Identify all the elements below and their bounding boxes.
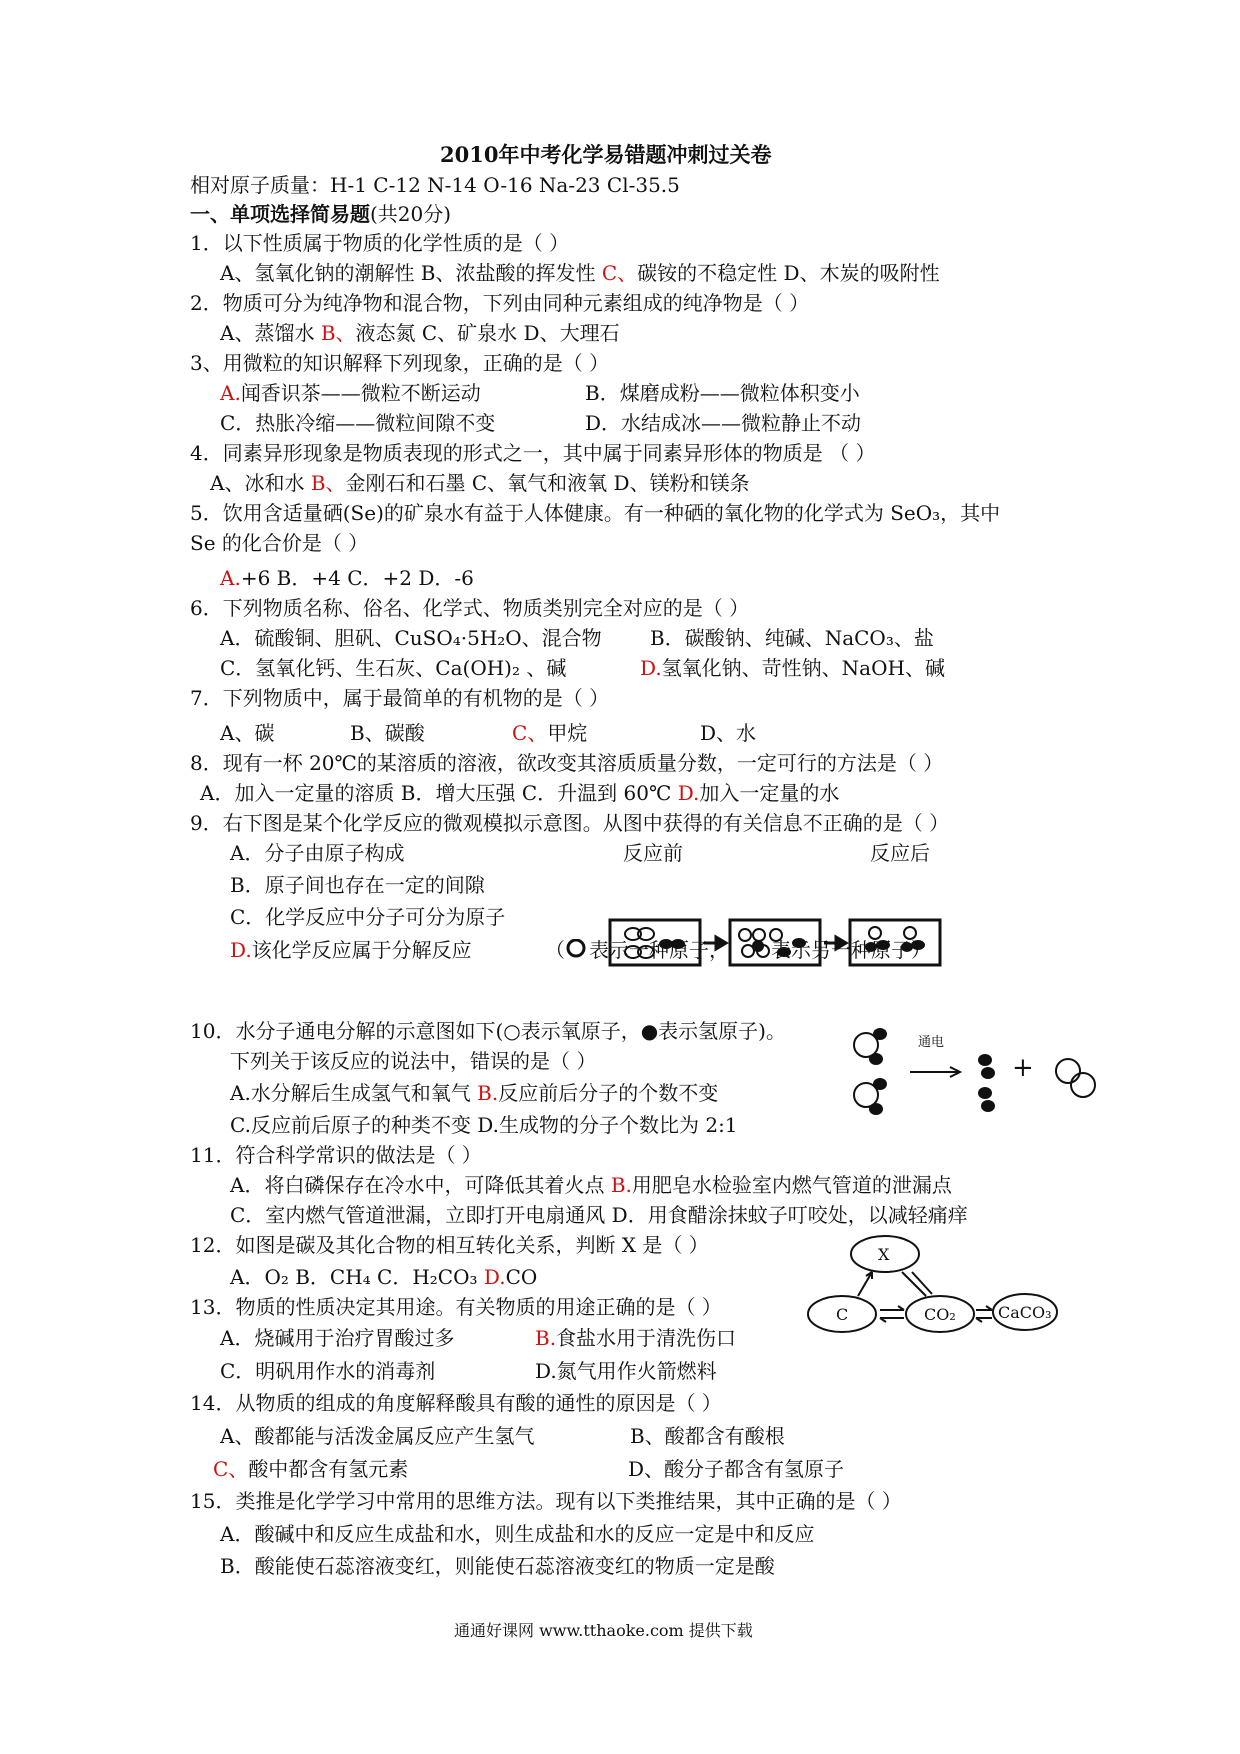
option-text: A．O₂ B．CH₄ C．H₂CO₃ xyxy=(230,1265,484,1289)
question-option: D、酸分子都含有氢原子 xyxy=(628,1457,845,1481)
question-options xyxy=(220,320,620,346)
page-footer: 通通好课网 www.tthaoke.com 提供下载 xyxy=(454,1621,753,1640)
question-option: A．烧碱用于治疗胃酸过多 xyxy=(220,1326,455,1350)
question-stem: 7．下列物质中，属于最简单的有机物的是（ ） xyxy=(190,686,610,710)
question-stem: 6．下列物质名称、俗名、化学式、物质类别完全对应的是（ ） xyxy=(190,596,750,620)
question-options xyxy=(210,470,750,496)
question-option xyxy=(230,937,472,963)
figure-legend xyxy=(545,937,931,963)
question-stem: 1．以下性质属于物质的化学性质的是（ ） xyxy=(190,231,570,255)
option-text: CO xyxy=(505,1265,538,1289)
arrow-icon xyxy=(910,1067,960,1077)
answer-mark: B、 xyxy=(310,471,346,495)
question-stem: 14．从物质的组成的角度解释酸具有酸的通性的原因是（ ） xyxy=(190,1391,722,1415)
option-text: 用肥皂水检验室内燃气管道的泄漏点 xyxy=(631,1173,952,1197)
answer-mark: C、 xyxy=(213,1457,249,1481)
question-stem: 11．符合科学常识的做法是（ ） xyxy=(190,1143,482,1167)
question-option: D.氮气用作火箭燃料 xyxy=(535,1359,717,1383)
question-option: B．原子间也存在一定的间隙 xyxy=(230,873,485,897)
answer-mark: B. xyxy=(535,1326,557,1350)
question-options xyxy=(200,780,839,806)
answer-mark: A. xyxy=(220,381,241,405)
question-option xyxy=(230,1080,718,1106)
electrolysis-label: 通电 xyxy=(918,1035,945,1050)
label-co2: CO₂ xyxy=(924,1305,956,1324)
question-option xyxy=(535,1325,736,1351)
question-stem: 8．现有一杯 20℃的某溶质的溶液，欲改变其溶质质量分数，一定可行的方法是（ ） xyxy=(190,751,944,775)
question-stem: 5．饮用含适量硒(Se)的矿泉水有益于人体健康。有一种硒的氧化物的化学式为 SeO₃，其中 xyxy=(190,501,1001,525)
option-text: A.水分解后生成氢气和氧气 xyxy=(230,1081,478,1105)
answer-mark: D. xyxy=(677,781,700,805)
answer-mark: D. xyxy=(640,656,662,680)
question-stem: 13．物质的性质决定其用途。有关物质的用途正确的是（ ） xyxy=(190,1295,722,1319)
question-stem: 9．右下图是某个化学反应的微观模拟示意图。从图中获得的有关信息不正确的是（ ） xyxy=(190,811,950,835)
option-text: 食盐水用于清洗伤口 xyxy=(556,1326,737,1350)
option-text: 碳铵的不稳定性 D、木炭的吸附性 xyxy=(637,261,940,285)
question-option xyxy=(512,720,587,746)
question-option: C．化学反应中分子可分为原子 xyxy=(230,905,506,929)
option-text: 反应前后分子的个数不变 xyxy=(498,1081,719,1105)
question-option: D．水结成冰——微粒静止不动 xyxy=(585,411,862,435)
option-text: 该化学反应属于分解反应 xyxy=(251,938,472,962)
open-atom-icon xyxy=(565,939,589,959)
question-option: A．酸碱中和反应生成盐和水，则生成盐和水的反应一定是中和反应 xyxy=(220,1522,815,1546)
question-stem: 12．如图是碳及其化合物的相互转化关系，判断 X 是（ ） xyxy=(190,1233,709,1257)
question-option: B、碳酸 xyxy=(350,721,425,745)
question-option xyxy=(213,1456,408,1482)
question-option: A．硫酸铜、胆矾、CuSO₄·5H₂O、混合物 xyxy=(220,626,602,650)
question-stem: 4．同素异形现象是物质表现的形式之一，其中属于同素异形体的物质是 （ ） xyxy=(190,441,876,465)
answer-mark: B. xyxy=(477,1081,499,1105)
section-header xyxy=(190,201,451,227)
legend-text: （ xyxy=(545,938,565,962)
question-stem: 15．类推是化学学习中常用的思维方法。现有以下类推结果，其中正确的是（ ） xyxy=(190,1489,902,1513)
answer-mark: D. xyxy=(483,1265,506,1289)
option-text: 金刚石和石墨 C、氧气和液氧 D、镁粉和镁条 xyxy=(345,471,750,495)
figure-label-before: 反应前 xyxy=(623,841,683,865)
question-stem: 2．物质可分为纯净物和混合物，下列由同种元素组成的纯净物是（ ） xyxy=(190,291,810,315)
question-option: B、酸都含有酸根 xyxy=(630,1424,785,1448)
question-option xyxy=(640,655,945,681)
question-option: C．热胀冷缩——微粒间隙不变 xyxy=(220,411,496,435)
option-text: +6 B．+4 C．+2 D．-6 xyxy=(240,566,474,590)
question-stem: 10．水分子通电分解的示意图如下(○表示氧原子，●表示氢原子)。 xyxy=(190,1019,786,1043)
option-text: A．加入一定量的溶质 B．增大压强 C．升温到 60℃ xyxy=(200,781,678,805)
question-option: B．煤磨成粉——微粒体积变小 xyxy=(585,381,860,405)
option-text: A、冰和水 xyxy=(210,471,311,495)
question-option xyxy=(230,1172,952,1198)
option-text: 氢氧化钠、苛性钠、NaOH、碱 xyxy=(661,656,945,680)
question-stem-cont: 下列关于该反应的说法中，错误的是（ ） xyxy=(230,1049,597,1073)
plus-sign: + xyxy=(1012,1053,1034,1083)
filled-atom-icon xyxy=(747,939,771,959)
option-text: A．将白磷保存在冷水中，可降低其着火点 xyxy=(230,1173,611,1197)
answer-mark: D. xyxy=(230,938,252,962)
question-option: C.反应前后原子的种类不变 D.生成物的分子个数比为 2:1 xyxy=(230,1113,738,1137)
question-option: D、水 xyxy=(700,721,757,745)
answer-mark: B、 xyxy=(320,321,356,345)
label-caco3: CaCO₃ xyxy=(998,1303,1052,1322)
atomic-masses: 相对原子质量：H-1 C-12 N-14 O-16 Na-23 Cl-35.5 xyxy=(190,173,680,197)
answer-mark: C、 xyxy=(601,261,638,285)
question-option: C．室内燃气管道泄漏，立即打开电扇通风 D．用食醋涂抹蚊子叮咬处，以减轻痛痒 xyxy=(230,1203,968,1227)
option-text: A、氢氧化钠的潮解性 B、浓盐酸的挥发性 xyxy=(220,261,602,285)
question-option: B．碳酸钠、纯碱、NaCO₃、盐 xyxy=(650,626,934,650)
option-text: 酸中都含有氢元素 xyxy=(248,1457,409,1481)
question-options xyxy=(220,260,940,286)
question-option: A．分子由原子构成 xyxy=(230,841,405,865)
answer-mark: B. xyxy=(610,1173,632,1197)
figure-label-after: 反应后 xyxy=(870,841,930,865)
question-option: C．氢氧化钙、生石灰、Ca(OH)₂ 、碱 xyxy=(220,656,567,680)
option-text: 闻香识茶——微粒不断运动 xyxy=(240,381,481,405)
section-score: (共20分) xyxy=(370,202,452,226)
legend-text: 表示另一种原子） xyxy=(771,938,931,962)
question-option: A、酸都能与活泼金属反应产生氢气 xyxy=(220,1424,535,1448)
page-title: 2010年中考化学易错题冲刺过关卷 xyxy=(440,142,772,167)
question-stem: 3、用微粒的知识解释下列现象，正确的是（ ） xyxy=(190,351,610,375)
label-x: X xyxy=(878,1245,890,1264)
question-options xyxy=(220,565,474,591)
option-text: A、蒸馏水 xyxy=(220,321,321,345)
question-option xyxy=(220,380,481,406)
section-title: 一、单项选择简易题 xyxy=(190,202,370,226)
label-c: C xyxy=(836,1305,849,1324)
option-text: 液态氮 C、矿泉水 D、大理石 xyxy=(355,321,620,345)
electrolysis-figure xyxy=(840,1015,1100,1125)
question-option: C．明矾用作水的消毒剂 xyxy=(220,1359,436,1383)
question-option: B．酸能使石蕊溶液变红，则能使石蕊溶液变红的物质一定是酸 xyxy=(220,1554,775,1578)
question-options xyxy=(230,1264,537,1290)
legend-text: 表示一种原子， xyxy=(589,938,729,962)
answer-mark: C、 xyxy=(512,721,548,745)
option-text: 甲烷 xyxy=(547,721,588,745)
question-option: A、碳 xyxy=(220,721,275,745)
answer-mark: A. xyxy=(220,566,241,590)
option-text: 加入一定量的水 xyxy=(699,781,840,805)
question-stem-cont: Se 的化合价是（ ） xyxy=(190,531,369,555)
